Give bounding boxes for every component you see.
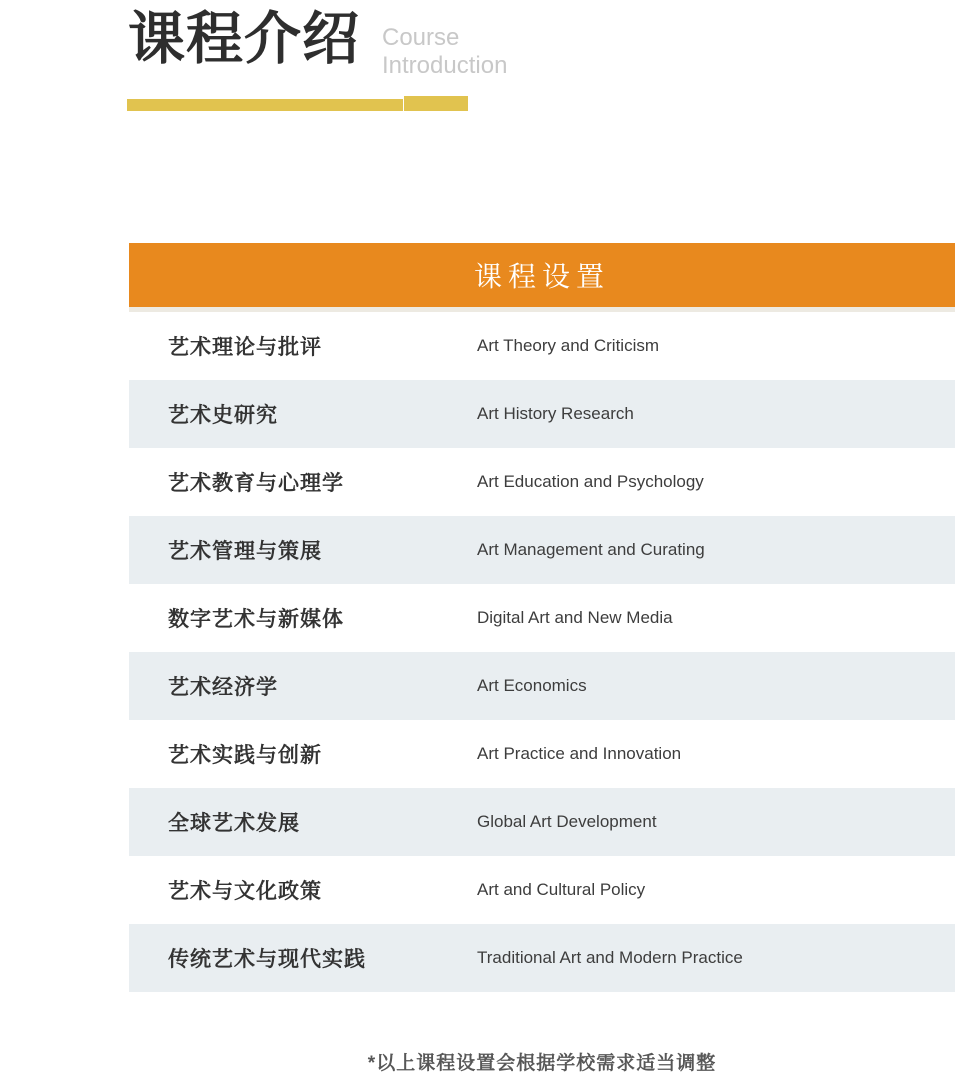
course-name-zh: 艺术教育与心理学 — [168, 472, 344, 495]
course-name-zh: 艺术实践与创新 — [168, 744, 322, 767]
course-name-en: Art Theory and Criticism — [477, 336, 660, 355]
course-name-zh: 艺术经济学 — [168, 676, 278, 699]
table-row — [129, 788, 955, 856]
course-name-en: Art Management and Curating — [477, 540, 705, 559]
table-row — [129, 924, 955, 992]
page-title-block — [128, 8, 507, 80]
underline-bar-long — [127, 99, 403, 111]
course-table-header: 课程设置 — [129, 243, 955, 307]
course-name-zh: 传统艺术与现代实践 — [168, 948, 366, 971]
course-table — [129, 243, 955, 992]
table-row — [129, 856, 955, 924]
course-name-en: Art and Cultural Policy — [477, 880, 646, 899]
course-name-en: Traditional Art and Modern Practice — [477, 948, 743, 967]
table-row — [129, 720, 955, 788]
page-title: 课程介绍 — [128, 7, 360, 71]
course-name-en: Art Economics — [477, 676, 587, 695]
course-name-en: Art History Research — [477, 404, 634, 423]
page-title-english — [382, 8, 507, 80]
course-name-zh: 艺术理论与批评 — [168, 336, 322, 359]
course-name-zh: 数字艺术与新媒体 — [168, 608, 344, 631]
course-name-en: Art Practice and Innovation — [477, 744, 682, 763]
page-title-english-line1: Course — [382, 24, 460, 51]
table-row — [129, 312, 955, 380]
underline-bar-short — [404, 96, 468, 111]
course-name-en: Art Education and Psychology — [477, 472, 704, 491]
course-name-zh: 艺术与文化政策 — [168, 880, 322, 903]
table-row — [129, 584, 955, 652]
course-name-zh: 艺术史研究 — [168, 404, 278, 427]
course-name-zh: 艺术管理与策展 — [168, 540, 322, 563]
footnote: *以上课程设置会根据学校需求适当调整 — [367, 1053, 717, 1074]
course-table-body — [129, 312, 955, 992]
table-row — [129, 516, 955, 584]
course-name-en: Digital Art and New Media — [477, 608, 673, 627]
course-name-zh: 全球艺术发展 — [168, 812, 300, 835]
title-underline — [127, 96, 468, 111]
table-row — [129, 652, 955, 720]
course-name-en: Global Art Development — [477, 812, 657, 831]
table-row — [129, 448, 955, 516]
page-title-english-line2: Introduction — [382, 52, 508, 79]
table-row — [129, 380, 955, 448]
